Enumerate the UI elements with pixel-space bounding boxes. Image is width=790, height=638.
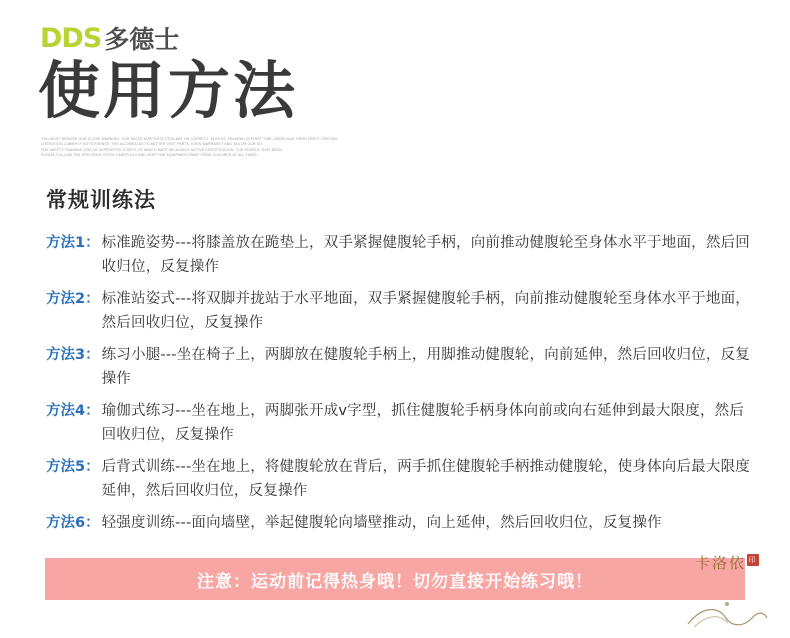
list-item bbox=[38, 344, 752, 391]
list-item bbox=[38, 400, 752, 447]
microcopy-line: THE SAFETY TRAINING USE AS SUPPORTED STARTS OF WHICH MUST BE ALWAYS ACTIVE CERTIFICATION. THE SOURCE THAT BEEN. bbox=[41, 147, 283, 152]
steps-list bbox=[38, 232, 752, 535]
step-text: 后背式训练---坐在地上，将健腹轮放在背后，两手抓住健腹轮手柄推动健腹轮，使身体向后最大限度延伸，然后回收归位，反复操作 bbox=[101, 459, 750, 499]
step-label: 方法4： bbox=[46, 403, 100, 420]
warning-banner bbox=[45, 558, 745, 600]
page-title: 使用方法 bbox=[38, 54, 299, 127]
brand-logo-latin: DDS bbox=[40, 23, 102, 54]
step-label: 方法3： bbox=[46, 347, 100, 364]
step-text: 轻强度训练---面向墙壁，举起健腹轮向墙壁推动，向上延伸，然后回收归位，反复操作 bbox=[101, 515, 662, 531]
list-item bbox=[38, 288, 752, 335]
watermark-seal: 印 bbox=[748, 556, 758, 564]
legal-microcopy bbox=[41, 137, 461, 158]
step-label: 方法5： bbox=[46, 459, 100, 476]
step-label: 方法2： bbox=[46, 291, 100, 308]
step-label: 方法1： bbox=[46, 235, 100, 252]
brand-logo bbox=[40, 22, 752, 52]
list-item bbox=[38, 232, 752, 279]
watermark-text bbox=[684, 554, 770, 573]
warning-banner-text: 注意：运动前记得热身哦！切勿直接开始练习哦！ bbox=[197, 571, 593, 592]
brand-logo-chinese: 多德士 bbox=[104, 25, 180, 54]
microcopy-line: LITERATION LOWER IF NOTE EVENTS. THE ALLOWED AS TO BETTER VISIT PARTS. EVEN WARRANTY AND TAILOR OUR SO. bbox=[41, 142, 264, 147]
watermark bbox=[684, 550, 770, 632]
watermark-swirl-icon bbox=[684, 596, 770, 630]
microcopy-line: PLEASE FOLLOW THE SPECIFIED STEPS CAREFULLY AND KEEP THE EQUIPMENT AWAY FROM CHILDREN AT ALL TIMES. bbox=[41, 152, 258, 157]
list-item bbox=[38, 456, 752, 503]
step-text: 标准跪姿势---将膝盖放在跪垫上，双手紧握健腹轮手柄，向前推动健腹轮至身体水平于地面，然后回收归位，反复操作 bbox=[101, 235, 750, 275]
watermark-characters: 卡洛依 bbox=[694, 554, 746, 572]
section-title: 常规训练法 bbox=[46, 188, 156, 213]
step-text: 练习小腿---坐在椅子上，两脚放在健腹轮手柄上，用脚推动健腹轮，向前延伸，然后回收归位，反复操作 bbox=[101, 347, 750, 387]
step-text: 瑜伽式练习---坐在地上，两脚张开成v字型，抓住健腹轮手柄身体向前或向右延伸到最大限度，然后回收归位，反复操作 bbox=[101, 403, 745, 443]
step-text: 标准站姿式---将双脚并拢站于水平地面，双手紧握健腹轮手柄，向前推动健腹轮至身体水平于地面，然后回收归位，反复操作 bbox=[101, 291, 750, 331]
step-label: 方法6： bbox=[46, 515, 100, 531]
list-item bbox=[38, 512, 752, 535]
microcopy-line: YOU MUST REMOVE OUR CLOSE WARNING, OUR SALES SUPPORTS COOLANT OR CORRECT. ELSE BY TRAINING IN FIRST TIME USERS AND THIRD PARTY CERTAIN bbox=[41, 137, 338, 142]
